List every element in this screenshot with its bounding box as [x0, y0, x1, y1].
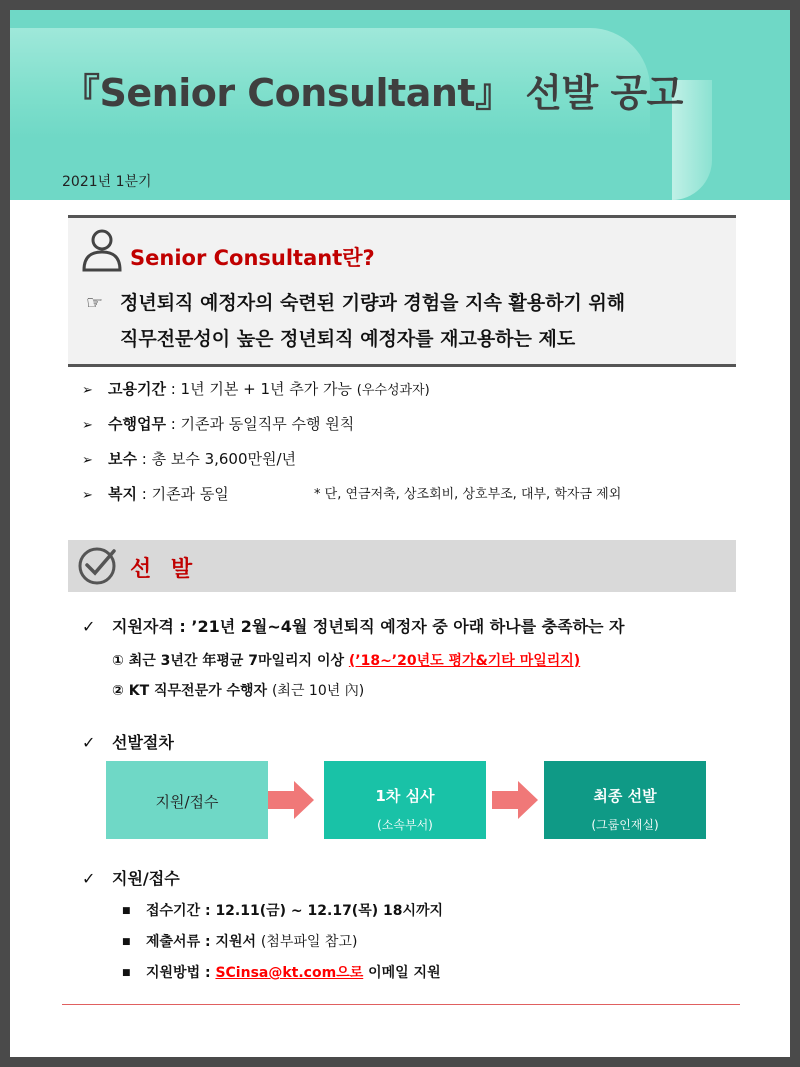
application-list: [122, 900, 443, 993]
duty-label: 수행업무: [108, 415, 166, 433]
step-first-review-box: [324, 761, 486, 839]
step-1-title: 지원/접수: [155, 793, 219, 811]
definition-heading: Senior Consultant란?: [130, 246, 375, 270]
criterion-2-text: ② KT 직무전문가 수행자: [112, 683, 272, 699]
list-item: [122, 962, 443, 993]
criterion-1-text: ① 최근 3년간 年평균 7마일리지 이상: [112, 653, 349, 669]
application-method-label: 지원방법 :: [146, 965, 216, 981]
flow-arrow-icon: [266, 780, 316, 820]
welfare-label: 복지: [108, 485, 137, 503]
footer-divider: [62, 1004, 740, 1005]
list-item: [122, 931, 443, 962]
arrow-bullet-icon: ➢: [82, 418, 93, 433]
quarter-label: 2021년 1분기: [62, 174, 152, 190]
welfare-value: : 기존과 동일: [136, 485, 229, 503]
square-bullet-icon: ■: [122, 906, 131, 916]
duty-value: : 기존과 동일직무 수행 원칙: [165, 415, 355, 433]
application-label: 지원/접수: [112, 869, 180, 888]
list-item: [82, 378, 430, 413]
step-2-title: 1차 심사: [375, 787, 435, 805]
person-icon: [80, 228, 124, 272]
application-heading: [82, 866, 180, 889]
step-3-sub: (그룹인재실): [591, 818, 659, 832]
definition-text-1: 정년퇴직 예정자의 숙련된 기량과 경험을 지속 활용하기 위해: [120, 292, 626, 314]
notice-page: [10, 10, 790, 1057]
pointing-hand-icon: ☞: [86, 292, 104, 314]
check-circle-icon: [76, 545, 118, 587]
qualification-line: [82, 614, 625, 637]
selection-section-header: [68, 540, 736, 592]
pay-label: 보수: [108, 450, 137, 468]
procedure-label: 선발절차: [112, 733, 174, 752]
conditions-list: [82, 378, 622, 518]
list-item: [82, 413, 430, 448]
checkmark-icon: ✓: [82, 733, 96, 752]
checkmark-icon: ✓: [82, 617, 96, 636]
criterion-1: [112, 650, 580, 670]
definition-text-2: 직무전문성이 높은 정년퇴직 예정자를 재고용하는 제도: [120, 328, 576, 350]
checkmark-icon: ✓: [82, 869, 96, 888]
step-2-sub: (소속부서): [377, 818, 433, 832]
criterion-2-note: (최근 10년 內): [271, 683, 365, 699]
step-3-title: 최종 선발: [593, 787, 657, 805]
application-docs-note: (첨부파일 참고): [260, 934, 358, 950]
flow-arrow-icon: [490, 780, 540, 820]
page-title: 『Senior Consultant』 선발 공고: [62, 71, 683, 115]
square-bullet-icon: ■: [122, 968, 131, 978]
criterion-2: [112, 680, 364, 700]
list-item: [82, 483, 622, 518]
list-item: [82, 448, 430, 483]
header-banner: [10, 10, 790, 200]
pay-value: : 총 보수 3,600만원/년: [136, 450, 297, 468]
selection-title: 선 발: [130, 557, 199, 582]
arrow-bullet-icon: ➢: [82, 383, 93, 398]
procedure-heading: [82, 730, 174, 753]
arrow-bullet-icon: ➢: [82, 453, 93, 468]
welfare-note: * 단, 연금저축, 상조회비, 상호부조, 대부, 학자금 제외: [314, 487, 622, 502]
application-docs: 제출서류 : 지원서: [146, 934, 261, 950]
application-method-suffix: 이메일 지원: [363, 965, 441, 981]
step-apply-box: [106, 761, 268, 839]
square-bullet-icon: ■: [122, 937, 131, 947]
qualification-text: 지원자격 : ’21년 2월~4월 정년퇴직 예정자 중 아래 하나를 충족하는 자: [112, 617, 625, 636]
period-note: (우수성과자): [356, 383, 430, 398]
period-label: 고용기간: [108, 380, 166, 398]
arrow-bullet-icon: ➢: [82, 488, 93, 503]
step-final-selection-box: [544, 761, 706, 839]
application-period: 접수기간 : 12.11(금) ~ 12.17(목) 18시까지: [146, 903, 444, 919]
email-link[interactable]: SCinsa@kt.com으로: [215, 965, 364, 981]
list-item: [122, 900, 443, 931]
period-value: : 1년 기본 + 1년 추가 가능: [165, 380, 357, 398]
criterion-1-note: (’18~’20년도 평가&기타 마일리지): [348, 653, 581, 669]
definition-line-1: [86, 288, 625, 315]
definition-box: [68, 215, 736, 367]
definition-line-2: [86, 324, 575, 351]
